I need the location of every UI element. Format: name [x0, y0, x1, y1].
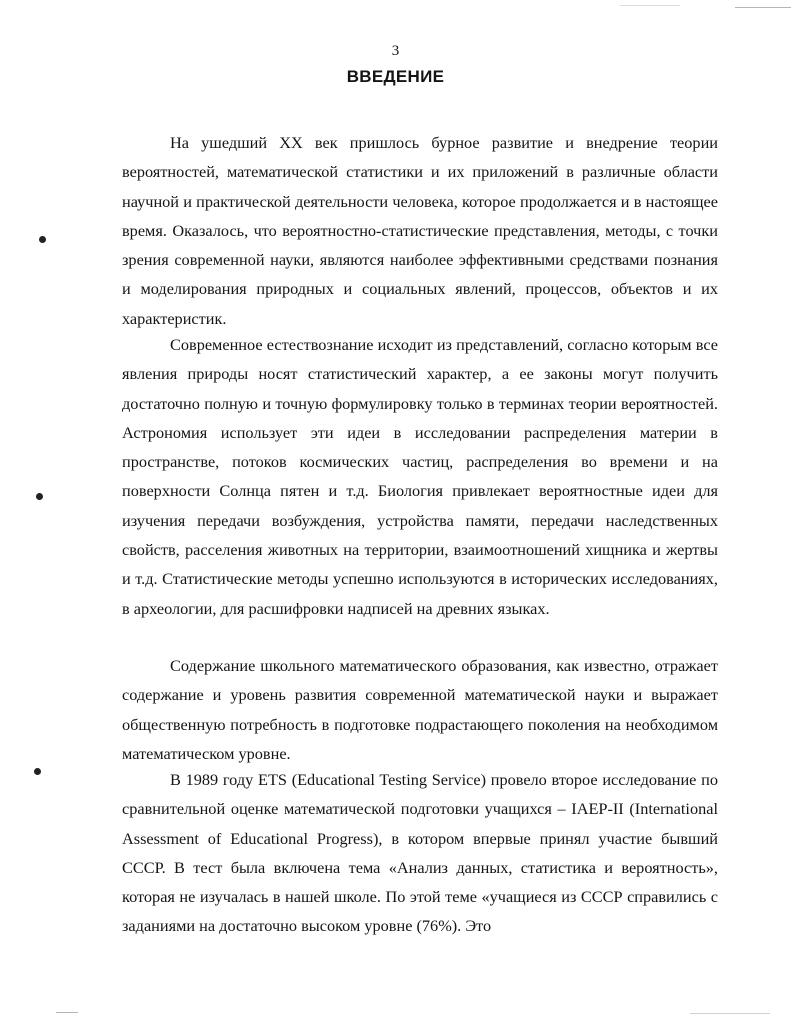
- page-heading: ВВЕДЕНИЕ: [346, 67, 445, 86]
- paragraph-intro: На ушедший XX век пришлось бурное развитие и внедрение теории вероятностей, математической статистики и их приложений в различные области научной и практической деятельности человека, которое продолжается и в настоящее время. Оказалось, что вероятностно-статистические представления, методы, с точки зрения современной науки, являются наиболее эффективными средствами познания и моделирования природных и социальных явлений, процессов, объектов и их характеристик.: [122, 133, 718, 328]
- paragraph-school-education: Содержание школьного математического образования, как известно, отражает содержание и уровень развития современной математической науки и выражает общественную потребность в подготовке подрастающего поколения на необходимом математическом уровне.: [122, 656, 718, 763]
- punch-hole-mark: [34, 768, 41, 775]
- paragraph-natural-science: Современное естествознание исходит из представлений, согласно которым все явления природы носят статистический характер, а ее законы могут получить достаточно полную и точную формулировку только в терминах теории вероятностей. Астрономия использует эти идеи в исследовании распределения материи в пространстве, потоков космических частиц, распределения во времени и на поверхности Солнца пятен и т.д. Биология привлекает вероятностные идеи для изучения передачи возбуждения, устройства памяти, передачи наследственных свойств, расселения животных на территории, взаимоотношений хищника и жертвы и т.д. Статистические методы успешно используются в исторических исследованиях, в археологии, для расшифровки надписей на древних языках.: [122, 335, 718, 618]
- scan-edge-line: [620, 5, 680, 6]
- punch-hole-mark: [36, 493, 43, 500]
- scan-edge-line: [735, 7, 791, 8]
- scan-edge-line: [690, 1013, 770, 1014]
- paragraph-iaep-study: В 1989 году ETS (Educational Testing Service) провело второе исследование по сравнительной оценке математической подготовки учащихся – IAEP-II (International Assessment of Educational Progress), в котором впервые принял участие бывший СССР. В тест была включена тема «Анализ данных, статистика и вероятность», которая не изучалась в нашей школе. По этой теме «учащиеся из СССР справились с заданиями на достаточно высоком уровне (76%). Это: [122, 770, 718, 936]
- page-number: 3: [391, 43, 400, 59]
- scan-edge-line: [56, 1012, 78, 1013]
- punch-hole-mark: [39, 236, 46, 243]
